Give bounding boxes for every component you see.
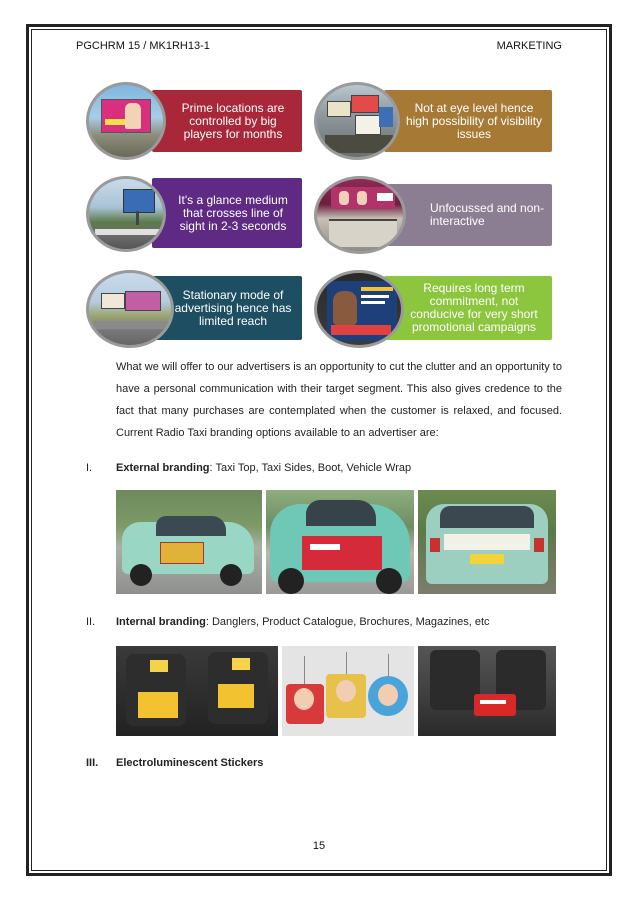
infographic-card	[86, 176, 304, 256]
header-subject: MARKETING	[496, 40, 562, 52]
taxi-wrap-branding-photo	[266, 490, 414, 594]
header-course-code: PGCHRM 15 / MK1RH13-1	[76, 40, 210, 52]
storefront-photo	[314, 176, 406, 254]
item-title: External branding	[116, 462, 210, 474]
item-description: : Danglers, Product Catalogue, Brochures, Magazines, etc	[205, 616, 490, 628]
taxi-boot-branding-photo	[418, 490, 556, 594]
body-paragraph: What we will offer to our advertisers is an opportunity to cut the clutter and an opportunity to have a personal communication with their target segment. This also gives credence to the fact that many purchases are contemplated when the customer is relaxed, and focused. Current Radio Taxi branding options available to an advertiser are:	[116, 361, 562, 439]
item-number: III.	[86, 757, 99, 769]
card-text: Stationary mode of advertising hence has limited reach	[152, 276, 302, 340]
item-title: Internal branding	[116, 616, 206, 628]
taxi-side-branding-photo	[116, 490, 262, 594]
item-description: : Taxi Top, Taxi Sides, Boot, Vehicle Wrap	[209, 462, 412, 474]
card-text: Requires long term commitment, not conducive for very short promotional campaigns	[384, 276, 552, 340]
card-text: Not at eye level hence high possibility of visibility issues	[384, 90, 552, 152]
seat-back-brochure-photo	[116, 646, 278, 736]
infographic-card	[314, 270, 554, 350]
item-number: I.	[86, 462, 93, 474]
highway-billboard-photo	[86, 176, 166, 252]
card-text: Prime locations are controlled by big players for months	[152, 90, 302, 152]
infographic-card	[86, 270, 304, 350]
poster-photo	[314, 270, 404, 348]
item-title: Electroluminescent Stickers	[116, 757, 264, 769]
infographic-card	[86, 82, 304, 162]
card-text: It's a glance medium that crosses line of sight in 2-3 seconds	[152, 178, 302, 248]
street-hoardings-photo	[314, 82, 400, 160]
vodafone-catalogue-photo	[418, 646, 556, 736]
card-text: Unfocussed and non-interactive	[384, 184, 552, 246]
infographic-card	[314, 176, 554, 256]
item-number: II.	[86, 616, 96, 628]
roadside-billboard-photo	[86, 270, 174, 348]
danglers-photo	[282, 646, 414, 736]
infographic-card	[314, 82, 554, 162]
billboard-photo	[86, 82, 166, 160]
page-number: 15	[312, 840, 326, 852]
